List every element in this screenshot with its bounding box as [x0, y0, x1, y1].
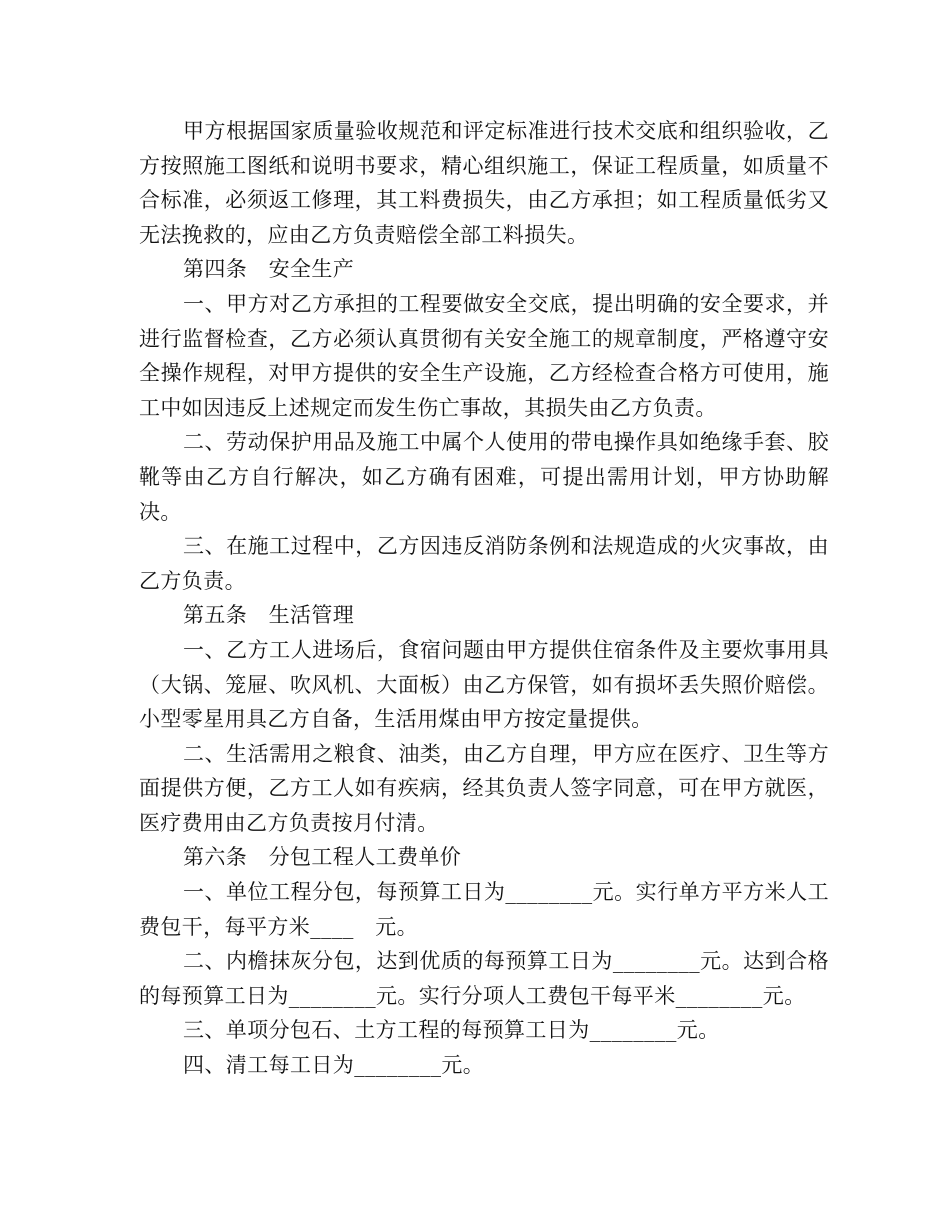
- labor-cost-clause-3: 三、单项分包石、土方工程的每预算工日为________元。: [183, 1018, 720, 1043]
- labor-cost-clause-1: 一、单位工程分包，每预算工日为________元。实行单方平方米人工费包干，每平方米____ 元。: [139, 880, 829, 939]
- safety-clause-3: 三、在施工过程中，乙方因违反消防条例和法规造成的火灾事故，由乙方负责。: [139, 534, 829, 593]
- safety-clause-2: 二、劳动保护用品及施工中属个人使用的带电操作具如绝缘手套、胶靴等由乙方自行解决，如乙方确有困难，可提出需用计划，甲方协助解决。: [139, 430, 829, 524]
- safety-clause-1: 一、甲方对乙方承担的工程要做安全交底，提出明确的安全要求，并进行监督检查，乙方必须认真贯彻有关安全施工的规章制度，严格遵守安全操作规程，对甲方提供的安全生产设施，乙方经检查合格方可使用，施工中如因违反上述规定而发生伤亡事故，其损失由乙方负责。: [139, 291, 829, 420]
- living-clause-2: 二、生活需用之粮食、油类，由乙方自理，甲方应在医疗、卫生等方面提供方便，乙方工人如有疾病，经其负责人签字同意，可在甲方就医，医疗费用由乙方负责按月付清。: [139, 741, 829, 835]
- labor-cost-clause-4: 四、清工每工日为________元。: [183, 1053, 485, 1078]
- article-4-heading: 第四条 安全生产: [183, 257, 355, 282]
- article-5-heading: 第五条 生活管理: [183, 603, 355, 628]
- contract-text-body: [139, 114, 829, 1083]
- article-6-heading: 第六条 分包工程人工费单价: [183, 845, 462, 870]
- living-clause-1: 一、乙方工人进场后，食宿问题由甲方提供住宿条件及主要炊事用具（大锅、笼屉、吹风机、大面板）由乙方保管，如有损坏丢失照价赔偿。小型零星用具乙方自备，生活用煤由甲方按定量提供。: [139, 637, 829, 732]
- labor-cost-clause-2: 二、内檐抹灰分包，达到优质的每预算工日为________元。达到合格的每预算工日为________元。实行分项人工费包干每平米________元。: [139, 949, 829, 1008]
- quality-acceptance-paragraph: 甲方根据国家质量验收规范和评定标准进行技术交底和组织验收，乙方按照施工图纸和说明书要求，精心组织施工，保证工程质量，如质量不合标准，必须返工修理，其工料费损失，由乙方承担；如工程质量低劣又无法挽救的，应由乙方负责赔偿全部工料损失。: [139, 119, 829, 247]
